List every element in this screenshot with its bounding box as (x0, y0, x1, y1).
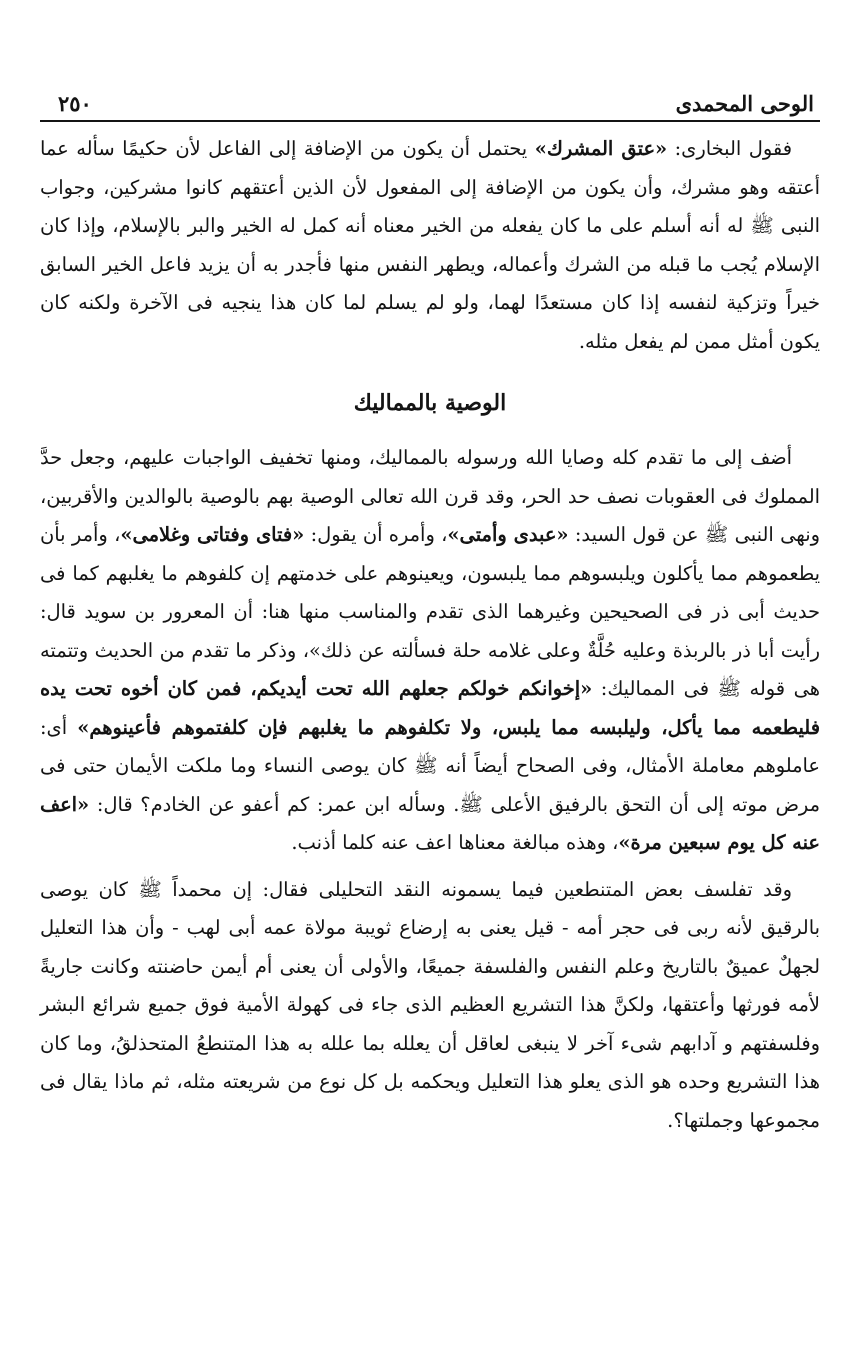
quote-bold: «عبدى وأمتى» (447, 523, 569, 546)
hadith-bold: «إخوانكم خولكم جعلهم الله تحت أيديكم، فمن كان أخوه تحت يده فليطعمه مما يأكل، وليلبسه مما يلبس، ولا تكلفوهم ما يغلبهم فإن كلفتموهم فأعينوهم» (40, 677, 820, 739)
text-span: أى: عاملوهم معاملة الأمثال، وفى الصحاح أيضاً أنه ﷺ كان يوصى النساء وما ملكت الأيمان حتى فى مرض موته إلى أن التحق بالرفيق الأعلى ﷺ. وسأله ابن عمر: كم أعفو عن الخادم؟ قال: (40, 715, 820, 816)
section-heading: الوصية بالمماليك (353, 390, 507, 416)
page (40, 80, 820, 1140)
text-span: ، وهذه مبالغة معناها اعف عنه كلما أذنب. (291, 831, 619, 854)
quote-bold: «فتاى وفتاتى وغلامى» (120, 523, 305, 546)
header-rule (40, 120, 820, 122)
paragraph-2 (40, 439, 820, 863)
paragraph-3 (40, 871, 820, 1141)
book-title: الوحى المحمدى (675, 91, 814, 116)
quote-bold: «اعف عنه كل يوم سبعين مرة» (40, 792, 820, 854)
page-number: ٢٥٠ (58, 91, 92, 116)
text-span: ، وأمره أن يقول: (304, 523, 448, 546)
text-span: يحتمل أن يكون من الإضافة إلى الفاعل لأن حكيمًا سأله عما أعتقه وهو مشرك، وأن يكون من الإضافة إلى المفعول لأن الذين أعتقهم كانوا مشركين، وجواب النبى ﷺ له أنه أسلم على ما كان يفعله من الخير معناه أنه كمل له الخير والبر بالإسلام، وإذا كان الإسلام يُجب ما قبله من الشرك وأعماله، ويطهر النفس منها فأجدر به أن يزيد فاعل الخير السابق خيراً وتزكية لنفسه إذا كان مستعدًا لهما، ولو لم يسلم لما كان هذا ينجيه فى الآخرة ولكنه كان يكون أمثل ممن لم يفعل مثله. (40, 137, 820, 353)
running-header (40, 80, 820, 116)
text-span: ، وأمر بأن يطعموهم مما يأكلون ويلبسوهم مما يلبسون، ويعينوهم على خدمتهم إن كلفوهم ما يغلبهم كما فى حديث أبى ذر فى الصحيحين وغيرهما الذى تقدم والمناسب منها هنا: أن المعرور بن سويد قال: رأيت أبا ذر بالربذة وعليه حُلَّةٌ وعلى غلامه حلة فسألته عن ذلك»، وذكر ما تقدم من الحديث وتتمته هى قوله ﷺ فى المماليك: (40, 523, 820, 700)
text-span: وقد تفلسف بعض المتنطعين فيما يسمونه النقد التحليلى فقال: إن محمداً ﷺ كان يوصى بالرقيق لأنه ربى فى حجر أمه - قيل يعنى به إرضاع ثويبة مولاة عمه أبى لهب - وأن هذا التعليل لجهلٌ عميقٌ بالتاريخ وعلم النفس والفلسفة جميعًا، والأولى أن يعنى أم أيمن حاضنته وكانت جاريةً لأمه فورثها وأعتقها، ولكنَّ هذا التشريع العظيم الذى جاء فى كهولة الأمية فوق جميع شرائع البشر وفلسفتهم و آدابهم شىء آخر لا ينبغى لعاقل أن يعلله بما علله به هذا المتنطعُ المتحذلقُ، وما كان هذا التشريع وحده هو الذى يعلو هذا التعليل ويحكمه بل كل نوع من شريعته مثله، ثم ماذا يقال فى مجموعها وجملتها؟. (40, 877, 820, 1132)
quote-bold: «عتق المشرك» (534, 137, 668, 160)
text-span: أضف إلى ما تقدم كله وصايا الله ورسوله بالمماليك، ومنها تخفيف الواجبات عليهم، وجعل حدَّ المملوك فى العقوبات نصف حد الحر، وقد قرن الله تعالى الوصية بهم بالوصية بالوالدين والأقربين، ونهى النبى ﷺ عن قول السيد: (40, 446, 820, 546)
paragraph-1 (40, 130, 820, 361)
text-span: فقول البخارى: (667, 137, 792, 160)
